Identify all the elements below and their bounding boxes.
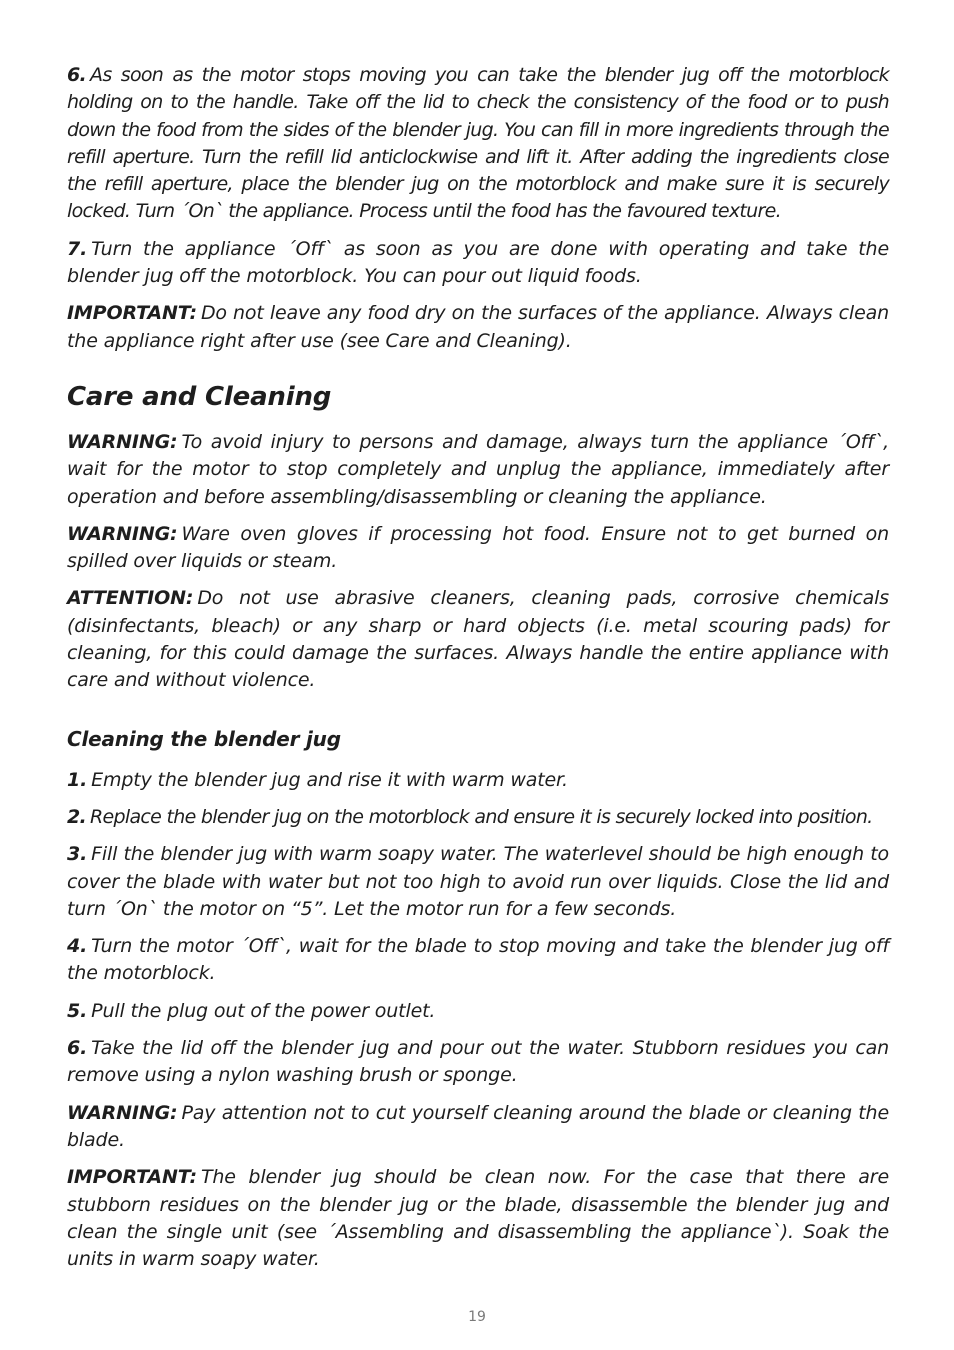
warning-label: WARNING: bbox=[67, 522, 178, 545]
note-text: Do not leave any food dry on the surfaces of the appliance. Always clean the appliance right after use (see Care and Cleaning). bbox=[67, 302, 889, 352]
attention-text: Do not use abrasive cleaners, cleaning pads, corrosive chemicals (disinfectants, bleach) or any sharp or hard objects (i.e. metal scouring pads) for cleaning, for this could damage the surfaces. Always handle the entire appliance with care and without violence. bbox=[67, 587, 889, 692]
cleaning-step bbox=[67, 804, 889, 831]
step-text: Turn the motor ´Off`, wait for the blade to stop moving and take the blender jug off the motorblock. bbox=[67, 935, 889, 985]
step-text: Replace the blender jug on the motorblock and ensure it is securely locked into position. bbox=[90, 805, 873, 828]
step-text: Fill the blender jug with warm soapy water. The waterlevel should be high enough to cover the blade with water but not too high to avoid run over liquids. Close the lid and turn ´On` the motor on “5”. Let the motor run for a few seconds. bbox=[67, 843, 889, 920]
subsection-title: Cleaning the blender jug bbox=[67, 726, 341, 751]
step-number: 3. bbox=[67, 843, 88, 866]
important-note bbox=[67, 300, 889, 355]
instruction-step bbox=[67, 236, 889, 291]
page-number: 19 bbox=[468, 1309, 486, 1325]
step-number: 6. bbox=[67, 1037, 88, 1060]
step-text: Take the lid off the blender jug and pour out the water. Stubborn residues you can remove using a nylon washing brush or sponge. bbox=[67, 1037, 889, 1087]
warning-label: WARNING: bbox=[67, 430, 178, 453]
warning-text: Ware oven gloves if processing hot food. Ensure not to get burned on spilled over liquids or steam. bbox=[67, 522, 889, 573]
step-number: 5. bbox=[67, 999, 88, 1022]
cleaning-step bbox=[67, 933, 889, 988]
step-number: 6. bbox=[67, 64, 87, 86]
step-text: Turn the appliance ´Off` as soon as you are done with operating and take the blender jug off the motorblock. You can pour out liquid foods. bbox=[67, 237, 889, 288]
step-number: 1. bbox=[67, 768, 88, 791]
cleaning-step bbox=[67, 841, 889, 923]
step-text: As soon as the motor stops moving you can take the blender jug off the motorblock holding on to the handle. Take off the lid to check the consistency of the food or to push down the food from the sides of the blender jug. You can fill in more ingredients through the refill aperture. Turn the refill lid anticlockwise and lift it. After adding the ingredients close the refill aperture, place the blender jug on the motorblock and make sure it is securely locked. Turn ´On` the appliance. Process until the food has the favoured texture. bbox=[67, 64, 889, 223]
cleaning-step bbox=[67, 1035, 889, 1090]
step-number: 4. bbox=[67, 935, 88, 958]
attention-note bbox=[67, 585, 889, 694]
warning-note bbox=[67, 521, 889, 576]
step-number: 2. bbox=[67, 805, 87, 828]
warning-note bbox=[67, 429, 889, 511]
instruction-step bbox=[67, 62, 889, 226]
section-title: Care and Cleaning bbox=[67, 381, 332, 412]
important-note bbox=[67, 1164, 889, 1273]
note-text: The blender jug should be clean now. For the case that there are stubborn residues on the blender jug or the blade, disassemble the blender jug and clean the single unit (see ´Assembling and disassembling the appliance`). Soak the units in warm soapy water. bbox=[67, 1166, 889, 1271]
manual-page bbox=[67, 62, 889, 1283]
warning-label: WARNING: bbox=[67, 1101, 178, 1124]
warning-note bbox=[67, 1100, 889, 1155]
note-label: IMPORTANT: bbox=[67, 1166, 197, 1189]
note-label: IMPORTANT: bbox=[67, 302, 197, 325]
step-text: Empty the blender jug and rise it with warm water. bbox=[91, 768, 568, 791]
warning-text: Pay attention not to cut yourself cleaning around the blade or cleaning the blade. bbox=[67, 1101, 889, 1151]
cleaning-step bbox=[67, 767, 889, 794]
attention-label: ATTENTION: bbox=[67, 587, 194, 610]
warning-text: To avoid injury to persons and damage, always turn the appliance ´Off`, wait for the motor to stop completely and unplug the appliance, immediately after operation and before assembling/disassembling or cleaning the appliance. bbox=[67, 430, 889, 508]
step-text: Pull the plug out of the power outlet. bbox=[91, 999, 436, 1022]
step-number: 7. bbox=[67, 237, 88, 260]
cleaning-step bbox=[67, 998, 889, 1025]
